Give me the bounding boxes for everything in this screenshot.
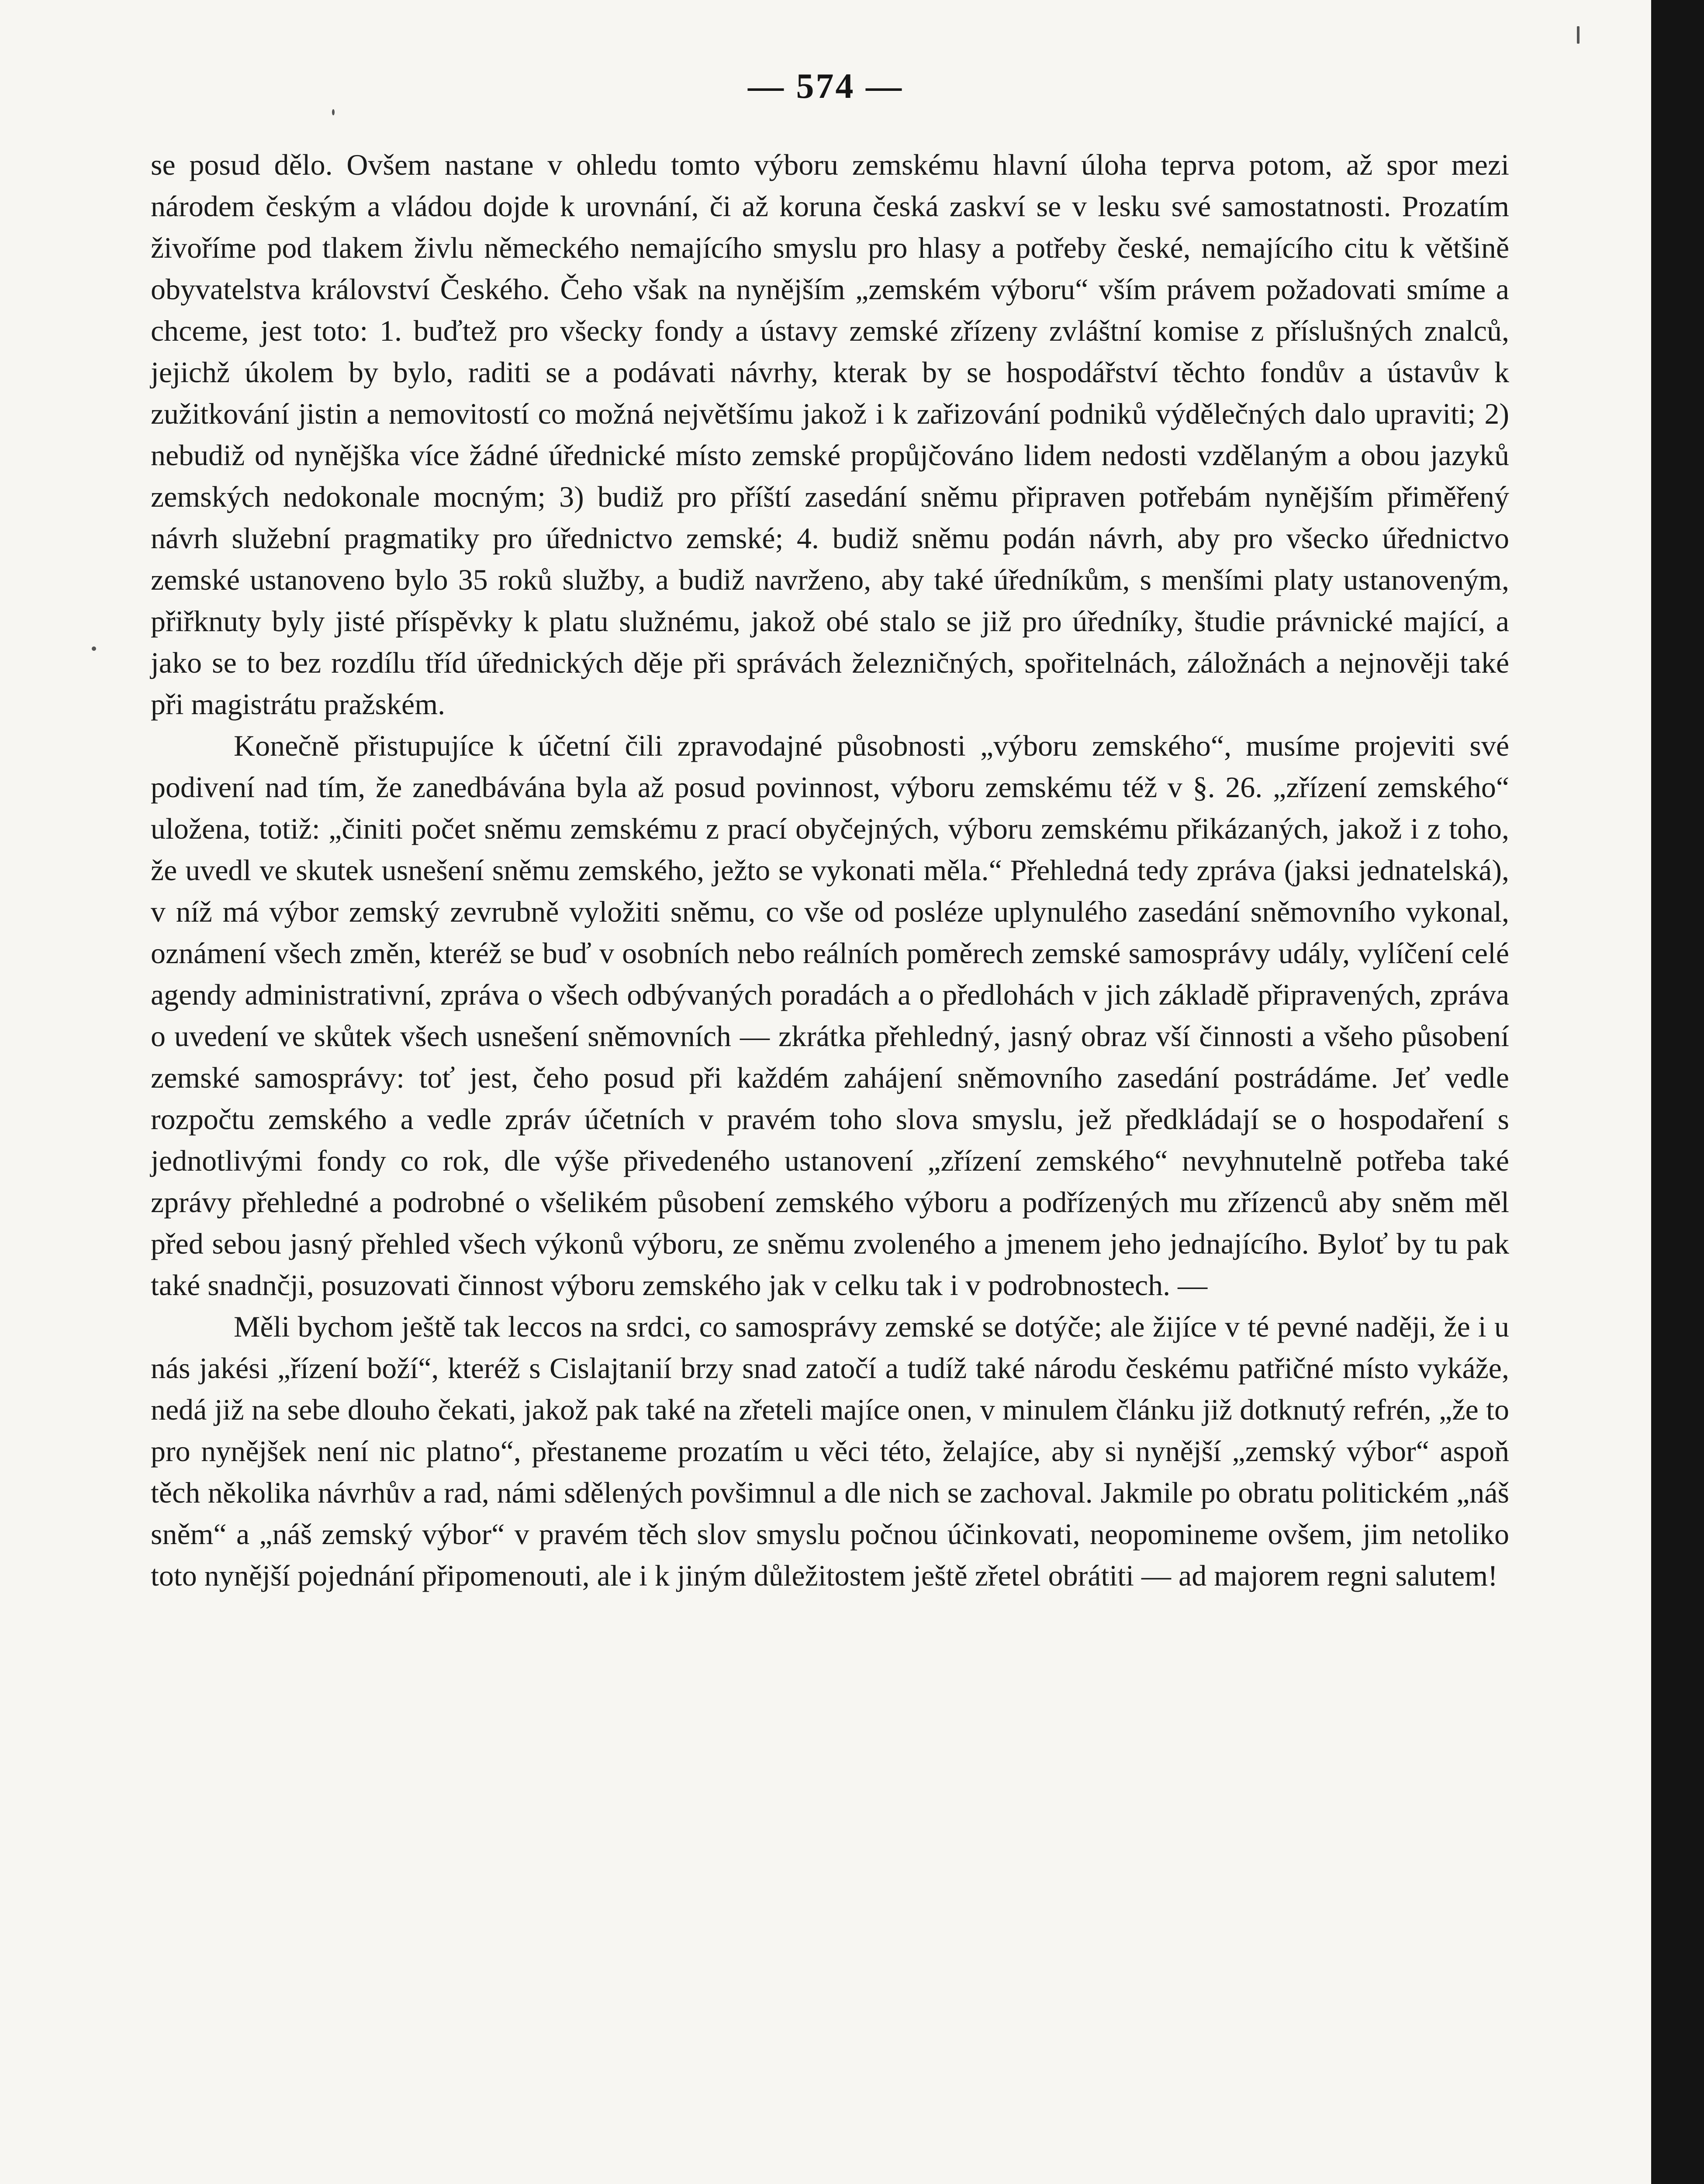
paper-speck	[92, 646, 96, 651]
paragraph-3: Měli bychom ještě tak leccos na srdci, co samosprávy zemské se dotýče; ale žijíce v té pevné naději, že i u nás jakési „řízení boží“, kteréž s Cislajtanií brzy snad zatočí a tudíž také národu českému patřičné místo vykáže, nedá již na sebe dlouho čekati, jakož pak také na zřeteli majíce onen, v minulem článku již dotknutý refrén, „že to pro nynějšek není nic platno“, přestaneme prozatím u věci této, želajíce, aby si nynější „zemský výbor“ aspoň těch několika návrhův a rad, námi sdělených povšimnul a dle nich se zachoval. Jakmile po obratu politickém „náš sněm“ a „náš zemský výbor“ v pravém těch slov smyslu počnou účinkovati, neopomineme ovšem, jim netoliko toto nynější pojednání připomenouti, ale i k jiným důležitostem ještě zřetel obrátiti — ad majorem regni salutem!	[151, 1310, 1509, 1592]
paper-speck	[1577, 26, 1580, 44]
paragraph-1: se posud dělo. Ovšem nastane v ohledu tomto výboru zemskému hlavní úloha teprva potom, až spor mezi národem českým a vládou dojde k urovnání, či až koruna česká zaskví se v lesku své samostatnosti. Prozatím živoříme pod tlakem živlu německého nemajícího smyslu pro hlasy a potřeby české, nemajícího citu k většině obyvatelstva království Českého. Čeho však na nynějším „zemském výboru“ vším právem požadovati smíme a chceme, jest toto: 1. buďtež pro všecky fondy a ústavy zemské zřízeny zvláštní komise z příslušných znalců, jejichž úkolem by bylo, raditi se a podávati návrhy, kterak by se hospodářství těchto fondův a ústavův k zužitkování jistin a nemovitostí co možná největšímu jakož i k zařizování podniků výdělečných dalo upraviti; 2) nebudiž od nynějška více žádné úřednické místo zemské propůjčováno lidem nedosti vzdělaným a obou jazyků zemských nedokonale mocným; 3) budiž pro příští zasedání sněmu připraven potřebám nynějším přiměřený návrh služební pragmatiky pro úřednictvo zemské; 4. budiž sněmu podán návrh, aby pro všecko úřednictvo zemské ustanoveno bylo 35 roků služby, a budiž navrženo, aby také úředníkům, s menšími platy ustanoveným, přiřknuty byly jisté příspěvky k platu služnému, jakož obé stalo se již pro úředníky, študie právnické mající, a jako se to bez rozdílu tříd úřednických děje při správách železničných, spořitelnách, záložnách a nejnověji také při magistrátu pražském.	[151, 148, 1509, 721]
page-number: — 574 —	[748, 66, 903, 106]
article-body	[151, 144, 1509, 1597]
paper-speck	[332, 109, 335, 115]
paragraph-2: Konečně přistupujíce k účetní čili zpravodajné působnosti „výboru zemského“, musíme projeviti své podivení nad tím, že zanedbávána byla až posud povinnost, výboru zemskému též v §. 26. „zřízení zemského“ uložena, totiž: „činiti počet sněmu zemskému z prací obyčejných, výboru zemskému přikázaných, jakož i z toho, že uvedl ve skutek usnešení sněmu zemského, ježto se vykonati měla.“ Přehledná tedy zpráva (jaksi jednatelská), v níž má výbor zemský zevrubně vyložiti sněmu, co vše od posléze uplynulého zasedání sněmovního vykonal, oznámení všech změn, kteréž se buď v osobních nebo reálních poměrech zemské samosprávy udály, vylíčení celé agendy administrativní, zpráva o všech odbývaných poradách a o předlohách v jich základě připravených, zpráva o uvedení ve skůtek všech usnešení sněmovních — zkrátka přehledný, jasný obraz vší činnosti a všeho působení zemské samosprávy: toť jest, čeho posud při každém zahájení sněmovního zasedání postrádáme. Jeť vedle rozpočtu zemského a vedle zpráv účetních v pravém toho slova smyslu, jež předkládají se o hospodaření s jednotlivými fondy co rok, dle výše přivedeného ustanovení „zřízení zemského“ nevyhnutelně potřeba také zprávy přehledné a podrobné o všelikém působení zemského výboru a podřízených mu zřízenců aby sněm měl před sebou jasný přehled všech výkonů výboru, ze sněmu zvoleného a jmenem jeho jednajícího. Byloť by tu pak také snadnčji, posuzovati činnost výboru zemského jak v celku tak i v podrobnostech. —	[151, 729, 1509, 1302]
scan-border	[1651, 0, 1704, 2184]
